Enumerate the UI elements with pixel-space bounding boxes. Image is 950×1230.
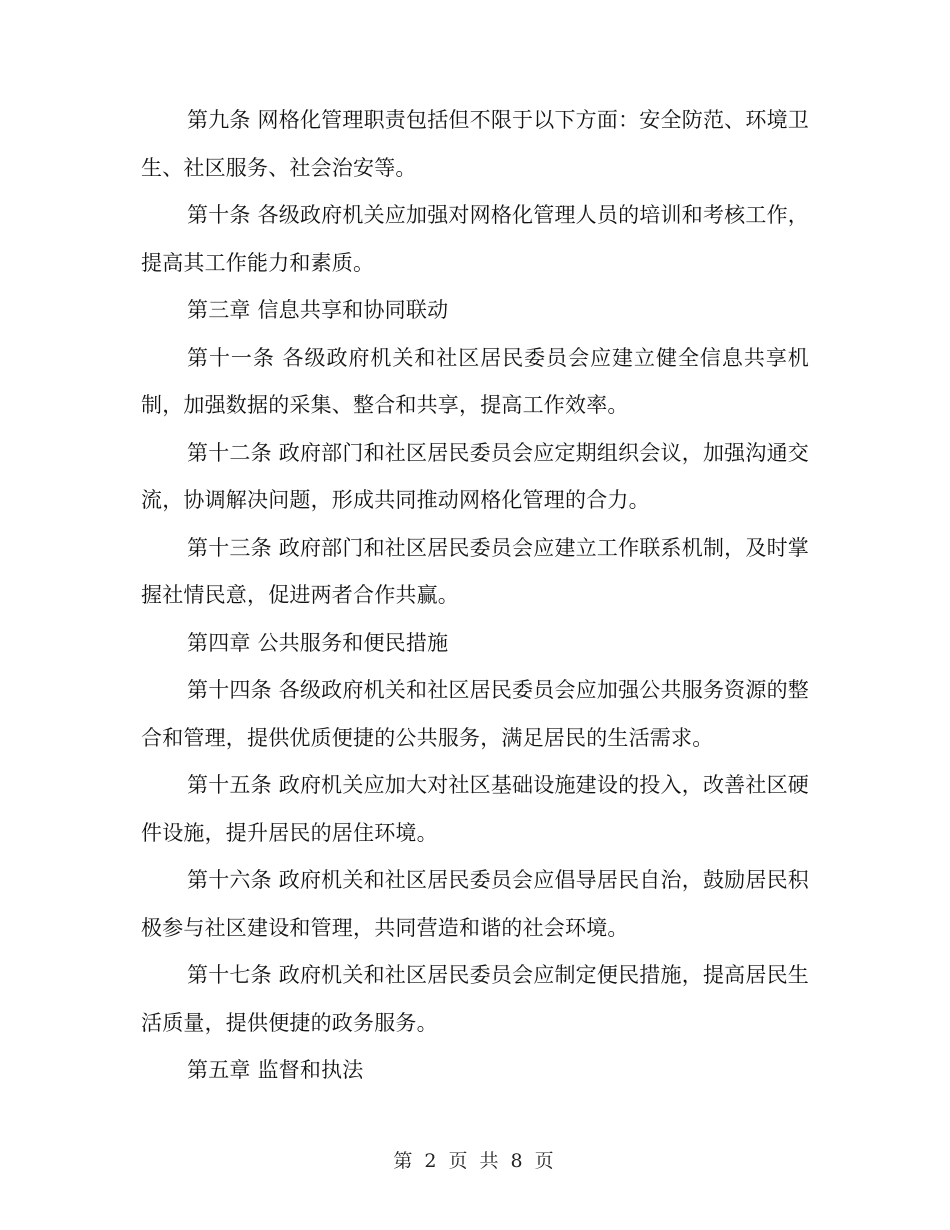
article-10: 第十条 各级政府机关应加强对网格化管理人员的培训和考核工作，提高其工作能力和素质。 [141, 203, 809, 275]
article-14: 第十四条 各级政府机关和社区居民委员会应加强公共服务资源的整合和管理，提供优质便捷的公共服务，满足居民的生活需求。 [141, 678, 809, 750]
article-11: 第十一条 各级政府机关和社区居民委员会应建立健全信息共享机制，加强数据的采集、整合和共享，提高工作效率。 [141, 345, 809, 417]
page-number: 第 2 页 共 8 页 [393, 1150, 557, 1172]
article-13: 第十三条 政府部门和社区居民委员会应建立工作联系机制，及时掌握社情民意，促进两者合作共赢。 [141, 535, 809, 607]
article-17: 第十七条 政府机关和社区居民委员会应制定便民措施，提高居民生活质量，提供便捷的政务服务。 [141, 963, 809, 1035]
article-16: 第十六条 政府机关和社区居民委员会应倡导居民自治，鼓励居民积极参与社区建设和管理，共同营造和谐的社会环境。 [141, 868, 809, 940]
chapter-5-heading: 第五章 监督和执法 [187, 1058, 364, 1082]
article-12: 第十二条 政府部门和社区居民委员会应定期组织会议，加强沟通交流，协调解决问题，形成共同推动网格化管理的合力。 [141, 440, 809, 512]
chapter-3-heading: 第三章 信息共享和协同联动 [187, 298, 449, 322]
document-body [141, 97, 809, 1095]
chapter-4-heading: 第四章 公共服务和便民措施 [187, 630, 449, 655]
article-15: 第十五条 政府机关应加大对社区基础设施建设的投入，改善社区硬件设施，提升居民的居住环境。 [141, 773, 809, 845]
article-9: 第九条 网格化管理职责包括但不限于以下方面：安全防范、环境卫生、社区服务、社会治安等。 [141, 108, 809, 180]
